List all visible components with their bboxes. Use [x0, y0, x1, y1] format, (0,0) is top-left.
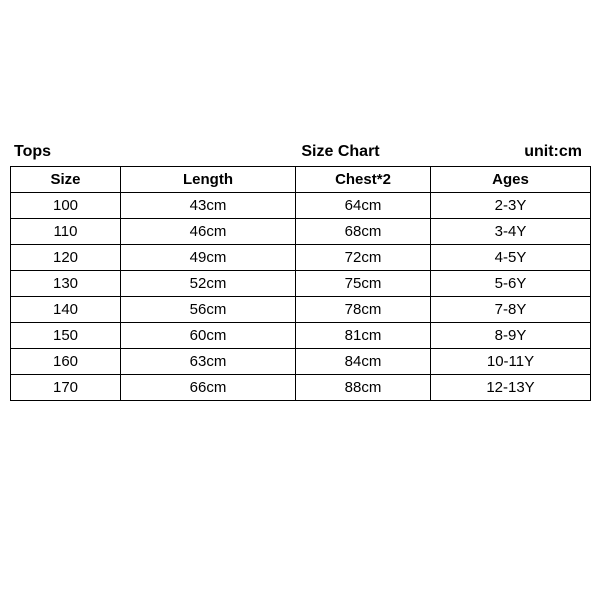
cell-length: 43cm — [121, 193, 296, 219]
cell-size: 160 — [11, 349, 121, 375]
column-header-ages: Ages — [431, 167, 591, 193]
cell-size: 100 — [11, 193, 121, 219]
cell-size: 110 — [11, 219, 121, 245]
size-table — [10, 166, 591, 401]
table-row — [11, 297, 591, 323]
cell-length: 63cm — [121, 349, 296, 375]
cell-ages: 7-8Y — [431, 297, 591, 323]
garment-type-label: Tops — [14, 143, 52, 160]
table-body — [11, 193, 591, 401]
cell-ages: 5-6Y — [431, 271, 591, 297]
size-chart-container — [10, 143, 590, 401]
unit-label: unit:cm — [524, 143, 582, 160]
cell-size: 120 — [11, 245, 121, 271]
table-row — [11, 245, 591, 271]
column-header-chest: Chest*2 — [296, 167, 431, 193]
cell-chest: 84cm — [296, 349, 431, 375]
cell-ages: 4-5Y — [431, 245, 591, 271]
table-row — [11, 349, 591, 375]
cell-chest: 64cm — [296, 193, 431, 219]
cell-length: 52cm — [121, 271, 296, 297]
cell-length: 56cm — [121, 297, 296, 323]
table-row — [11, 375, 591, 401]
cell-length: 49cm — [121, 245, 296, 271]
cell-ages: 10-11Y — [431, 349, 591, 375]
cell-length: 46cm — [121, 219, 296, 245]
table-header-row — [11, 167, 591, 193]
cell-chest: 75cm — [296, 271, 431, 297]
table-row — [11, 193, 591, 219]
cell-size: 170 — [11, 375, 121, 401]
page-title: Size Chart — [301, 143, 380, 160]
column-header-length: Length — [121, 167, 296, 193]
column-header-size: Size — [11, 167, 121, 193]
cell-chest: 78cm — [296, 297, 431, 323]
cell-chest: 81cm — [296, 323, 431, 349]
cell-size: 150 — [11, 323, 121, 349]
cell-ages: 12-13Y — [431, 375, 591, 401]
cell-chest: 88cm — [296, 375, 431, 401]
cell-chest: 72cm — [296, 245, 431, 271]
chart-header — [10, 143, 590, 166]
cell-length: 66cm — [121, 375, 296, 401]
table-head — [11, 167, 591, 193]
cell-ages: 8-9Y — [431, 323, 591, 349]
cell-ages: 3-4Y — [431, 219, 591, 245]
cell-size: 140 — [11, 297, 121, 323]
table-row — [11, 271, 591, 297]
cell-length: 60cm — [121, 323, 296, 349]
cell-size: 130 — [11, 271, 121, 297]
cell-chest: 68cm — [296, 219, 431, 245]
table-row — [11, 323, 591, 349]
cell-ages: 2-3Y — [431, 193, 591, 219]
table-row — [11, 219, 591, 245]
